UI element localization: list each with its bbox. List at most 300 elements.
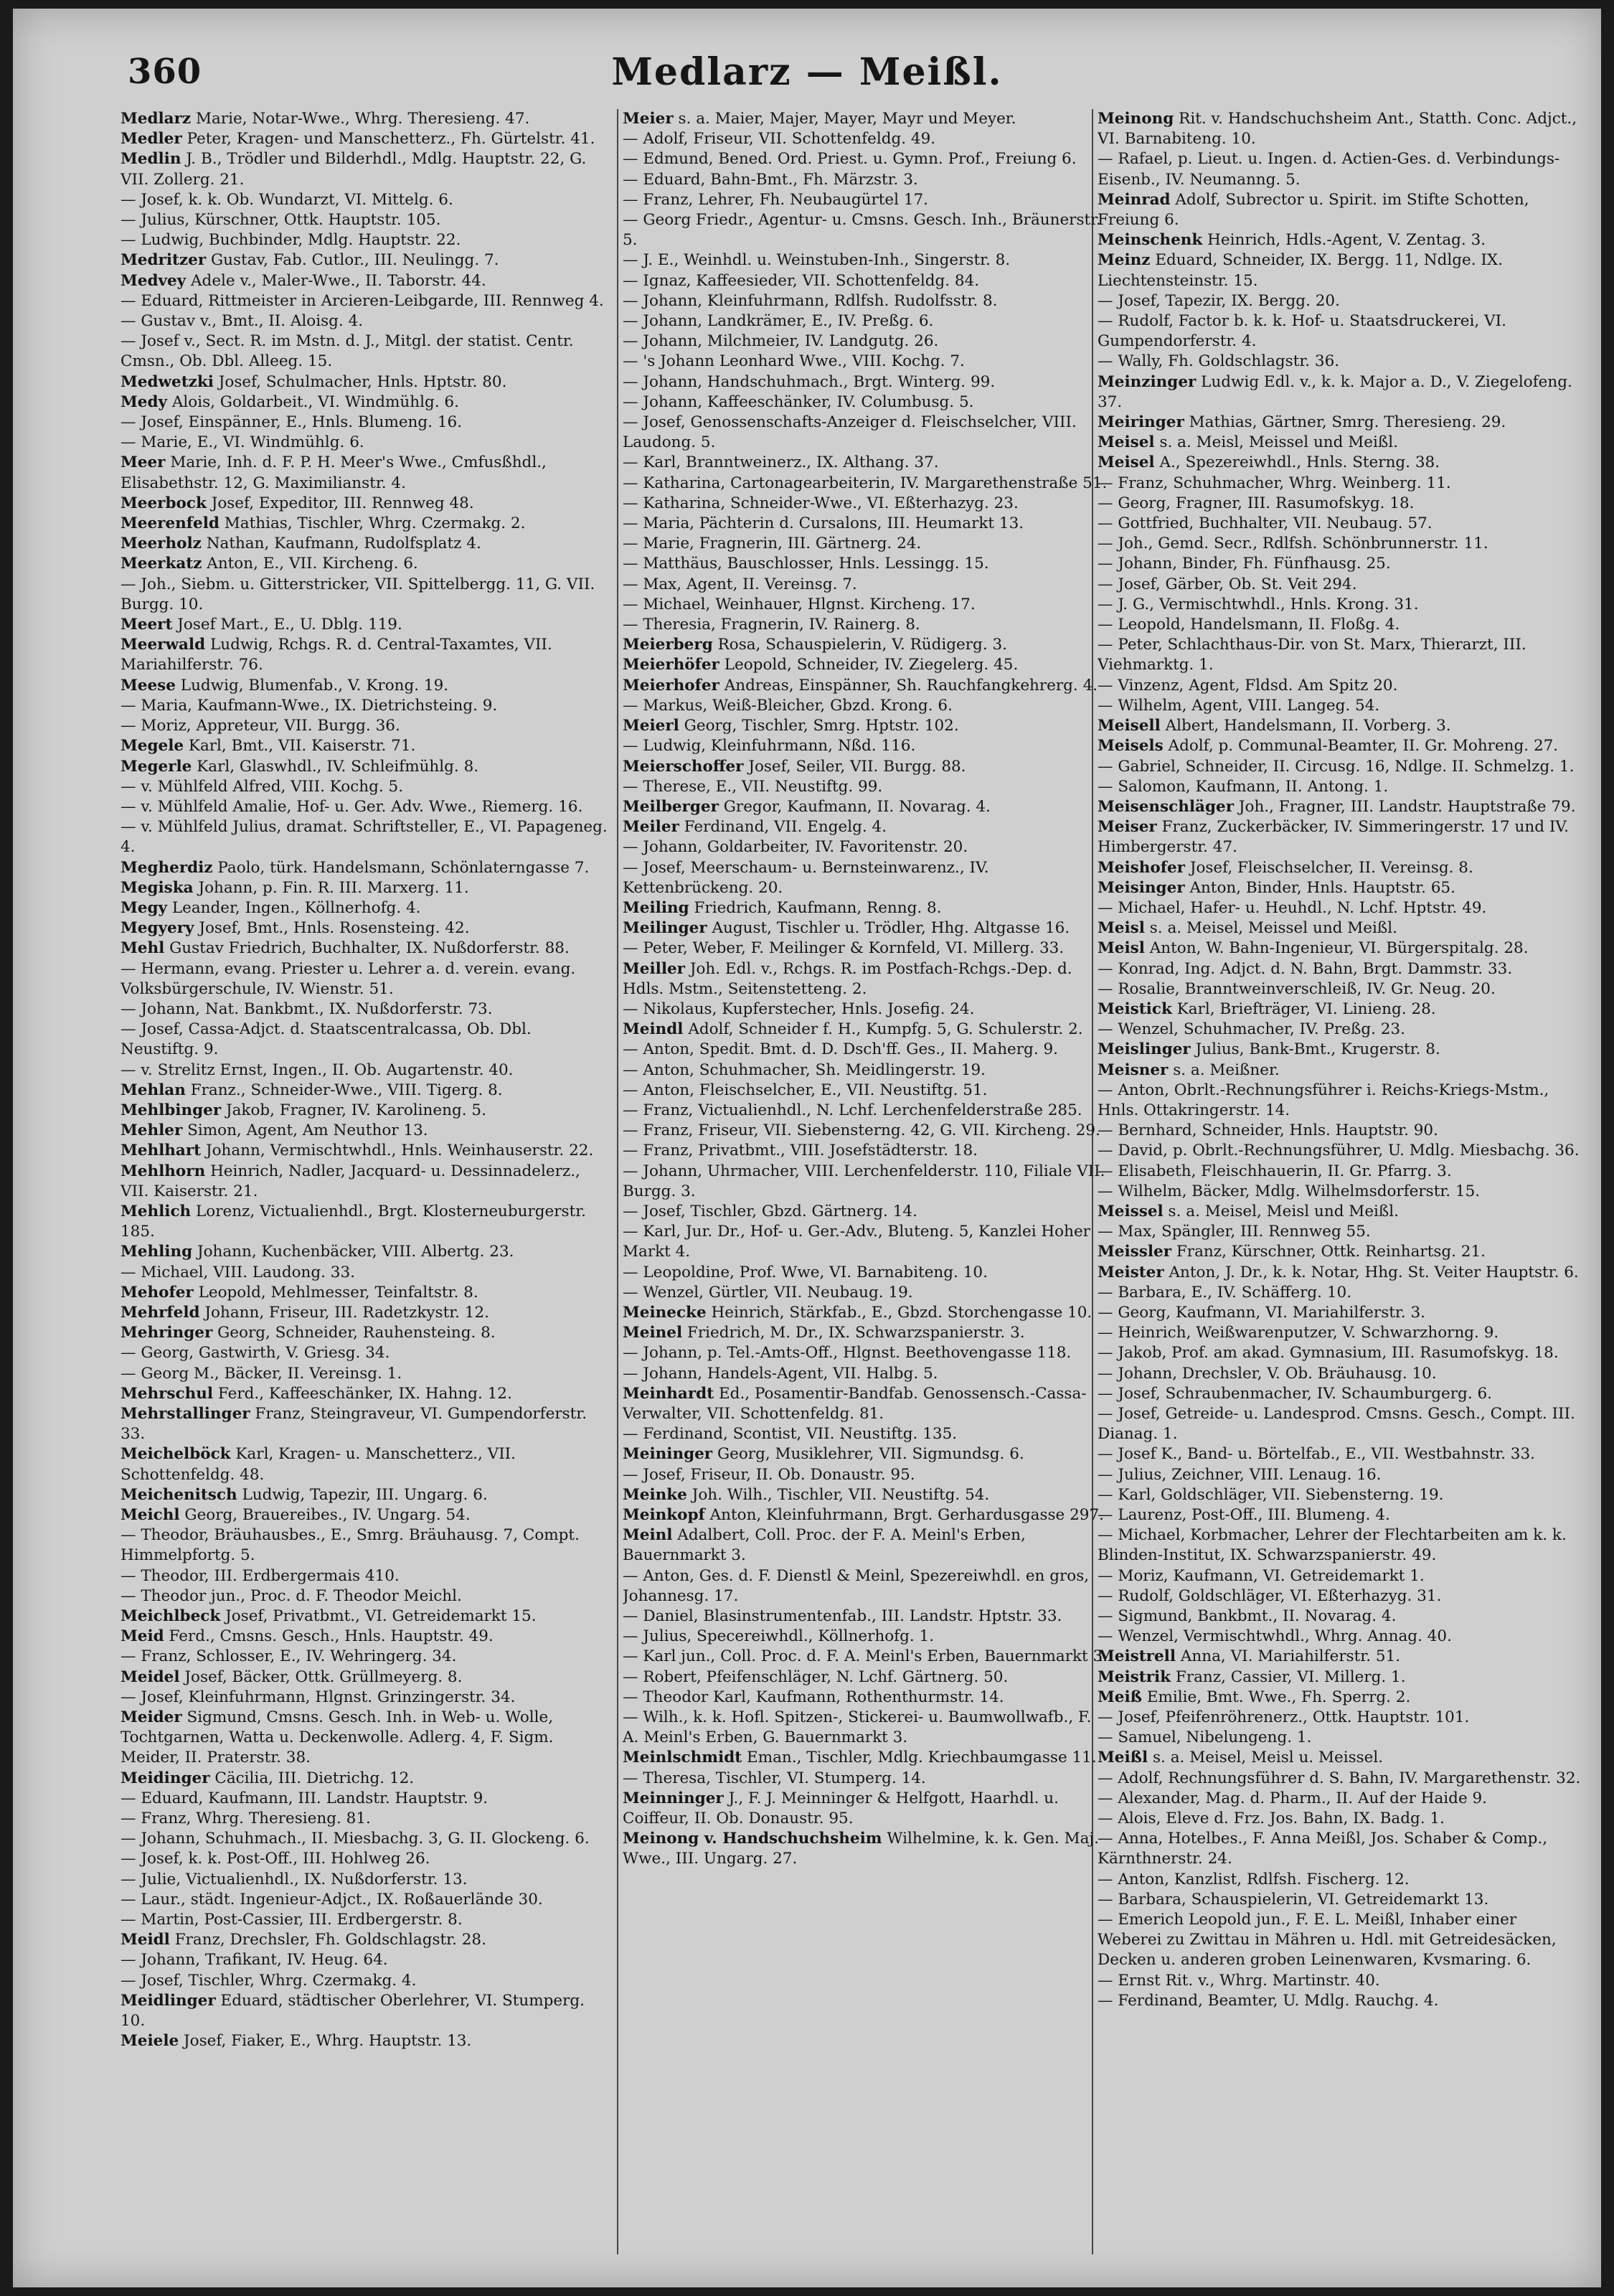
entry-text: — Georg Friedr., Agentur- u. Cmsns. Gesch. Inh., Bräunerstr. 5. (623, 211, 1101, 250)
entry-text: Gustav, Fab. Cutlor., III. Neulingg. 7. (211, 251, 499, 270)
entry-surname: Medwetzki (121, 372, 214, 391)
directory-entry (121, 817, 608, 857)
entry-text: — Ludwig, Kleinfuhrmann, Nßd. 116. (623, 737, 916, 756)
entry-text: — v. Mühlfeld Julius, dramat. Schriftsteller, E., VI. Papageneg. 4. (121, 818, 608, 857)
entry-text: Franz, Cassier, VI. Millerg. 1. (1175, 1667, 1406, 1686)
directory-entry (623, 1384, 1110, 1424)
entry-text: — Georg, Gastwirth, V. Griesg. 34. (121, 1344, 390, 1363)
entry-text: Adolf, Schneider f. H., Kumpfg. 5, G. Schulerstr. 2. (688, 1020, 1083, 1039)
directory-entry (623, 250, 1110, 270)
entry-surname: Meierberg (623, 636, 713, 654)
directory-entry (1098, 190, 1585, 230)
entry-text: — Eduard, Rittmeister in Arcieren-Leibgarde, III. Rennweg 4. (121, 291, 604, 310)
entry-text: — Johann, Drechsler, V. Ob. Bräuhausg. 10. (1098, 1364, 1437, 1383)
directory-entry (121, 635, 608, 675)
entry-surname: Mehlan (121, 1081, 186, 1099)
entry-text: — Franz, Friseur, VII. Siebensterng. 42, G. VII. Kircheng. 29. (623, 1121, 1100, 1140)
entry-surname: Medlin (121, 150, 181, 169)
directory-entry (1098, 1141, 1585, 1161)
directory-entry (121, 1870, 608, 1890)
directory-entry (623, 1323, 1110, 1343)
entry-text: — Michael, VIII. Laudong. 33. (121, 1263, 355, 1281)
entry-surname: Meerbock (121, 494, 207, 512)
directory-entry (623, 1364, 1110, 1384)
directory-entry (623, 999, 1110, 1020)
entry-text: — Peter, Schlachthaus-Dir. von St. Marx, Thierarzt, III. Viehmarktg. 1. (1098, 636, 1526, 674)
entry-text: — Josef, Friseur, II. Ob. Donaustr. 95. (623, 1465, 915, 1484)
entry-text: Gustav Friedrich, Buchhalter, IX. Nußdorferstr. 88. (169, 939, 570, 958)
directory-entry (1098, 595, 1585, 615)
entry-surname: Meislinger (1098, 1040, 1191, 1059)
entry-text: — Leopold, Handelsmann, II. Floßg. 4. (1098, 616, 1400, 634)
directory-entry (121, 1829, 608, 1849)
directory-entry (1098, 757, 1585, 777)
entry-text: Josef, Expeditor, III. Rennweg 48. (211, 494, 474, 512)
entry-surname: Megiska (121, 878, 194, 897)
entry-text: — Johann, Uhrmacher, VIII. Lerchenfelderstr. 110, Filiale VII. Burgg. 3. (623, 1162, 1105, 1200)
directory-entry (121, 898, 608, 918)
entry-text: — Johann, Trafikant, IV. Heug. 64. (121, 1951, 388, 1970)
directory-entry (1098, 433, 1585, 453)
directory-entry (1098, 1667, 1585, 1688)
directory-entry (623, 1688, 1110, 1708)
directory-entry (1098, 1020, 1585, 1040)
entry-surname: Meiling (623, 898, 689, 917)
entry-surname: Meishofer (1098, 858, 1185, 877)
entry-text: — Josef, k. k. Ob. Wundarzt, VI. Mittelg. 6. (121, 190, 453, 209)
directory-entry (121, 959, 608, 999)
directory-entry (623, 918, 1110, 938)
directory-entry (121, 1566, 608, 1586)
entry-text: — Ignaz, Kaffeesieder, VII. Schottenfeldg. 84. (623, 271, 980, 290)
directory-entry (121, 554, 608, 574)
directory-entry (1098, 938, 1585, 959)
entry-text: — Therese, E., VII. Neustiftg. 99. (623, 777, 883, 796)
directory-entry (1098, 1566, 1585, 1586)
entry-text: — Alexander, Mag. d. Pharm., II. Auf der Haide 9. (1098, 1789, 1488, 1807)
directory-entry (623, 1081, 1110, 1101)
entry-text: Karl, Bmt., VII. Kaiserstr. 71. (188, 737, 416, 756)
entry-text: Marie, Notar-Wwe., Whrg. Theresieng. 47. (196, 110, 530, 128)
directory-entry (121, 1485, 608, 1505)
entry-surname: Meistick (1098, 999, 1172, 1018)
directory-entry (623, 1667, 1110, 1688)
directory-entry (1098, 1343, 1585, 1363)
directory-entry (623, 595, 1110, 615)
directory-entry (121, 1384, 608, 1404)
entry-text: — Michael, Korbmacher, Lehrer der Flechtarbeiten am k. k. Blinden-Institut, IX. Schwarzspanierstr. 49. (1098, 1526, 1567, 1565)
directory-entry (1098, 372, 1585, 413)
entry-text: Ferdinand, VII. Engelg. 4. (684, 818, 887, 837)
entry-surname: Meerkatz (121, 555, 202, 573)
directory-entry (1098, 1404, 1585, 1444)
directory-entry (1098, 1040, 1585, 1060)
entry-text: — Josef, Gärber, Ob. St. Veit 294. (1098, 575, 1357, 593)
entry-text: — Franz, Schlosser, E., IV. Wehringerg. 34. (121, 1647, 457, 1666)
directory-entry (1098, 1182, 1585, 1202)
entry-surname: Meidl (121, 1931, 170, 1949)
directory-entry (623, 757, 1110, 777)
entry-text: — Robert, Pfeifenschläger, N. Lchf. Gärtnerg. 50. (623, 1667, 1009, 1686)
entry-surname: Meilberger (623, 797, 719, 816)
entry-text: Karl, Glaswhdl., IV. Schleifmühlg. 8. (197, 757, 479, 776)
entry-text: — Emerich Leopold jun., F. E. L. Meißl, Inhaber einer Weberei zu Zwittau in Mähren u. Hdl. mit Getreidesäcken, Decken u. anderen groben Leinenwaren, Kvsmaring. 6. (1098, 1911, 1557, 1970)
entry-text: Franz, Drechsler, Fh. Goldschlagstr. 28. (174, 1931, 486, 1949)
entry-text: — Julie, Victualienhdl., IX. Nußdorferstr. 13. (121, 1870, 468, 1888)
entry-text: Lorenz, Victualienhdl., Brgt. Klosterneuburgerstr. 185. (121, 1202, 586, 1241)
entry-text: — Josef v., Sect. R. im Mstn. d. J., Mitgl. der statist. Centr. Cmsn., Ob. Dbl. Alleeg. 15. (121, 332, 574, 371)
entry-text: Anton, J. Dr., k. k. Notar, Hhg. St. Veiter Hauptstr. 6. (1169, 1263, 1579, 1281)
entry-text: — Nikolaus, Kupferstecher, Hnls. Josefig. 24. (623, 999, 975, 1018)
directory-entry (121, 938, 608, 959)
entry-text: Georg, Schneider, Rauhensteing. 8. (217, 1324, 496, 1342)
entry-text: Andreas, Einspänner, Sh. Rauchfangkehrerg. 4. (724, 676, 1098, 695)
entry-surname: Meier (623, 110, 674, 128)
entry-text: — Ferdinand, Scontist, VII. Neustiftg. 135. (623, 1425, 958, 1444)
directory-entry (623, 271, 1110, 291)
directory-entry (623, 1303, 1110, 1323)
directory-entry (1098, 1890, 1585, 1910)
directory-entry (623, 1627, 1110, 1647)
directory-entry (623, 1283, 1110, 1303)
entry-text: — Josef, Kleinfuhrmann, Hlgnst. Grinzingerstr. 34. (121, 1688, 516, 1706)
directory-entry (623, 615, 1110, 635)
entry-surname: Meider (121, 1708, 182, 1727)
directory-entry (623, 1020, 1110, 1040)
entry-text: — Johann, Schuhmach., II. Miesbachg. 3, G. II. Glockeng. 6. (121, 1830, 590, 1848)
entry-text: — Marie, Fragnerin, III. Gärtnerg. 24. (623, 535, 922, 553)
directory-entry (623, 1485, 1110, 1505)
entry-text: Johann, Vermischtwhdl., Hnls. Weinhauserstr. 22. (205, 1142, 594, 1160)
directory-entry (121, 250, 608, 270)
entry-text: — Karl, Branntweinerz., IX. Althang. 37. (623, 453, 939, 472)
directory-entry (121, 1667, 608, 1688)
entry-text: Josef, Fiaker, E., Whrg. Hauptstr. 13. (184, 2032, 472, 2051)
entry-text: Adalbert, Coll. Proc. der F. A. Meinl's Erben, Bauernmarkt 3. (623, 1526, 1026, 1565)
entry-text: A., Spezereiwhdl., Hnls. Sterng. 38. (1159, 453, 1440, 472)
directory-entry (121, 1971, 608, 1991)
entry-surname: Meißl (1098, 1749, 1148, 1767)
entry-text: — Wilhelm, Agent, VIII. Langeg. 54. (1098, 696, 1380, 715)
entry-text: Julius, Bank-Bmt., Krugerstr. 8. (1195, 1040, 1440, 1059)
directory-entry (121, 210, 608, 230)
entry-text: — Georg M., Bäcker, II. Vereinsg. 1. (121, 1364, 402, 1383)
entry-text: — Eduard, Bahn-Bmt., Fh. Märzstr. 3. (623, 170, 918, 189)
entry-surname: Meinkopf (623, 1506, 705, 1525)
entry-surname: Mehlhorn (121, 1162, 206, 1180)
entry-surname: Meistrell (1098, 1647, 1176, 1666)
column-2 (623, 109, 1110, 2262)
entry-text: — Vinzenz, Agent, Fldsd. Am Spitz 20. (1098, 676, 1398, 695)
directory-entry (121, 1020, 608, 1060)
directory-entry (623, 1465, 1110, 1485)
directory-entry (1098, 1586, 1585, 1606)
entry-text: Ludwig, Tapezir, III. Ungarg. 6. (242, 1485, 488, 1504)
entry-surname: Megele (121, 737, 184, 756)
directory-entry (121, 676, 608, 696)
entry-surname: Meinl (623, 1526, 673, 1545)
entry-text: — Gabriel, Schneider, II. Circusg. 16, Ndlge. II. Schmelzg. 1. (1098, 757, 1575, 776)
entry-text: Anton, Binder, Hnls. Hauptstr. 65. (1189, 878, 1455, 897)
entry-text: Ludwig, Blumenfab., V. Krong. 19. (180, 676, 449, 695)
entry-text: — Julius, Zeichner, VIII. Lenaug. 16. (1098, 1465, 1382, 1484)
entry-surname: Meilinger (623, 919, 707, 938)
directory-entry (1098, 1971, 1585, 1991)
entry-text: Mathias, Gärtner, Smrg. Theresieng. 29. (1189, 413, 1506, 432)
directory-entry (1098, 1789, 1585, 1809)
directory-entry (121, 1688, 608, 1708)
entry-surname: Meichelböck (121, 1445, 231, 1464)
directory-entry (623, 1424, 1110, 1444)
directory-entry (1098, 1444, 1585, 1464)
directory-entry (121, 1627, 608, 1647)
directory-entry (623, 777, 1110, 797)
directory-entry (1098, 959, 1585, 979)
entry-text: J., F. J. Meinninger & Helfgott, Haarhdl. u. Coiffeur, II. Ob. Donaustr. 95. (623, 1789, 1059, 1828)
entry-text: Friedrich, Kaufmann, Renng. 8. (694, 898, 942, 917)
directory-entry (1098, 817, 1585, 857)
entry-text: — Anton, Fleischselcher, E., VII. Neustiftg. 51. (623, 1081, 988, 1099)
directory-entry (1098, 1910, 1585, 1971)
entry-text: — Josef, Meerschaum- u. Bernsteinwarenz., IV. Kettenbrückeng. 20. (623, 858, 989, 897)
directory-entry (121, 1769, 608, 1789)
entry-surname: Meierhöfer (623, 656, 719, 674)
entry-text: — Adolf, Rechnungsführer d. S. Bahn, IV. Margarethenstr. 32. (1098, 1769, 1581, 1787)
entry-text: — Ludwig, Buchbinder, Mdlg. Hauptstr. 22. (121, 231, 461, 250)
entry-surname: Meistrik (1098, 1667, 1171, 1686)
entry-text: Franz, Kürschner, Ottk. Reinhartsg. 21. (1176, 1243, 1486, 1261)
entry-surname: Meidel (121, 1667, 180, 1686)
entry-surname: Megerle (121, 757, 192, 776)
directory-entry (623, 635, 1110, 655)
entry-text: — Wally, Fh. Goldschlagstr. 36. (1098, 352, 1340, 371)
directory-entry (623, 129, 1110, 149)
entry-text: — Daniel, Blasinstrumentenfab., III. Landstr. Hptstr. 33. (623, 1607, 1062, 1626)
directory-entry (623, 1263, 1110, 1283)
directory-entry (1098, 1991, 1585, 2011)
entry-surname: Meister (1098, 1263, 1164, 1281)
entry-surname: Meisel (1098, 453, 1155, 472)
directory-entry (623, 1708, 1110, 1748)
entry-text: — Johann, Handschuhmach., Brgt. Winterg. 99. (623, 372, 996, 391)
directory-entry (623, 959, 1110, 999)
entry-surname: Meid (121, 1627, 164, 1646)
directory-entry (1098, 291, 1585, 311)
directory-entry (623, 474, 1110, 494)
entry-text: — Josef K., Band- u. Börtelfab., E., VII. Westbahnstr. 33. (1098, 1445, 1535, 1464)
directory-entry (121, 190, 608, 210)
column-rule (617, 109, 618, 2254)
entry-text: Franz, Zuckerbäcker, IV. Simmeringerstr. 17 und IV. Himbergerstr. 47. (1098, 818, 1569, 857)
directory-entry (623, 655, 1110, 675)
entry-text: Rosa, Schauspielerin, V. Rüdigerg. 3. (717, 636, 1007, 654)
entry-text: s. a. Maier, Majer, Mayer, Mayr und Meyer. (678, 110, 1016, 128)
entry-text: Georg, Tischler, Smrg. Hptstr. 102. (684, 717, 959, 735)
directory-entry (1098, 109, 1585, 149)
entry-surname: Meinel (623, 1324, 683, 1342)
entry-text: — Edmund, Bened. Ord. Priest. u. Gymn. Prof., Freiung 6. (623, 150, 1077, 169)
directory-entry (1098, 1525, 1585, 1566)
entry-text: — Georg, Fragner, III. Rasumofskyg. 18. (1098, 494, 1415, 512)
entry-text: — Johann, Handels-Agent, VII. Halbg. 5. (623, 1364, 938, 1383)
entry-text: Josef, Schulmacher, Hnls. Hptstr. 80. (218, 372, 507, 391)
entry-surname: Meisl (1098, 919, 1145, 938)
entry-text: — Ernst Rit. v., Whrg. Martinstr. 40. (1098, 1971, 1380, 1990)
directory-entry (623, 1606, 1110, 1627)
directory-entry (1098, 878, 1585, 898)
entry-text: — Julius, Specereiwhdl., Köllnerhofg. 1. (623, 1627, 935, 1646)
entry-text: — Bernhard, Schneider, Hnls. Hauptstr. 90. (1098, 1121, 1438, 1140)
entry-text: s. a. Meisel, Meissel und Meißl. (1149, 919, 1397, 938)
entry-text: — Wenzel, Gürtler, VII. Neubaug. 19. (623, 1283, 913, 1302)
entry-text: — Theresa, Tischler, VI. Stumperg. 14. (623, 1769, 926, 1787)
entry-text: Joh. Wilh., Tischler, VII. Neustiftg. 54. (692, 1485, 990, 1504)
entry-text: — Josef, Schraubenmacher, IV. Schaumburgerg. 6. (1098, 1384, 1493, 1403)
entry-text: — Marie, E., VI. Windmühlg. 6. (121, 433, 364, 452)
entry-surname: Meininger (623, 1445, 713, 1464)
entry-text: Eduard, Schneider, IX. Bergg. 11, Ndlge. IX. Liechtensteinstr. 15. (1098, 251, 1504, 290)
page-number: 360 (128, 52, 202, 92)
directory-entry (121, 918, 608, 938)
directory-entry (121, 1404, 608, 1444)
directory-entry (121, 1101, 608, 1121)
entry-surname: Megy (121, 898, 168, 917)
directory-entry (121, 129, 608, 149)
directory-entry (623, 1162, 1110, 1202)
entry-surname: Meidlinger (121, 1991, 216, 2010)
directory-entry (1098, 1505, 1585, 1525)
entry-text: Joh., Fragner, III. Landstr. Hauptstraße 79. (1238, 797, 1576, 816)
entry-surname: Meisell (1098, 717, 1161, 735)
directory-entry (1098, 1647, 1585, 1667)
entry-surname: Meinecke (623, 1303, 707, 1322)
directory-entry (623, 534, 1110, 554)
directory-entry (623, 514, 1110, 534)
directory-entry (121, 1586, 608, 1606)
directory-entry (1098, 514, 1585, 534)
entry-text: Alois, Goldarbeit., VI. Windmühlg. 6. (171, 392, 459, 411)
entry-text: Gregor, Kaufmann, II. Novarag. 4. (723, 797, 991, 816)
directory-entry (623, 1121, 1110, 1141)
entry-surname: Meinke (623, 1485, 687, 1504)
directory-entry (121, 1525, 608, 1566)
directory-entry (1098, 1263, 1585, 1283)
entry-surname: Mehofer (121, 1283, 194, 1302)
entry-text: — Jakob, Prof. am akad. Gymnasium, III. Rasumofskyg. 18. (1098, 1344, 1559, 1363)
directory-entry (1098, 149, 1585, 189)
directory-entry (623, 372, 1110, 392)
entry-text: — Wenzel, Schuhmacher, IV. Preßg. 23. (1098, 1020, 1405, 1039)
entry-text: Leander, Ingen., Köllnerhofg. 4. (171, 898, 421, 917)
entry-surname: Meisel (1098, 433, 1155, 452)
entry-surname: Meert (121, 616, 173, 634)
directory-entry (1098, 979, 1585, 999)
entry-text: — Wilh., k. k. Hofl. Spitzen-, Stickerei- u. Baumwollwafb., F. A. Meinl's Erben, G. Bauernmarkt 3. (623, 1708, 1092, 1747)
entry-text: — Johann, Kleinfuhrmann, Rdlfsh. Rudolfsstr. 8. (623, 291, 998, 310)
directory-entry (1098, 1081, 1585, 1121)
directory-entry (623, 331, 1110, 352)
entry-text: — Alois, Eleve d. Frz. Jos. Bahn, IX. Badg. 1. (1098, 1810, 1445, 1828)
entry-text: Anna, VI. Mariahilferstr. 51. (1180, 1647, 1401, 1666)
entry-text: Nathan, Kaufmann, Rudolfsplatz 4. (206, 535, 481, 553)
entry-surname: Meinninger (623, 1789, 724, 1807)
directory-entry (121, 1505, 608, 1525)
entry-text: — Karl, Goldschläger, VII. Siebensterng. 19. (1098, 1485, 1444, 1504)
entry-text: — 's Johann Leonhard Wwe., VIII. Kochg. 7. (623, 352, 965, 371)
entry-text: Johann, p. Fin. R. III. Marxerg. 11. (198, 878, 469, 897)
entry-text: — J. E., Weinhdl. u. Weinstuben-Inh., Singerstr. 8. (623, 251, 1011, 270)
directory-entry (1098, 918, 1585, 938)
directory-entry (623, 1222, 1110, 1262)
entry-text: — Markus, Weiß-Bleicher, Gbzd. Krong. 6. (623, 696, 953, 715)
directory-entry (623, 575, 1110, 595)
entry-text: — Karl jun., Coll. Proc. d. F. A. Meinl's Erben, Bauernmarkt 3. (623, 1647, 1108, 1666)
entry-text: Leopold, Schneider, IV. Ziegelerg. 45. (724, 656, 1019, 674)
directory-entry (623, 1343, 1110, 1363)
directory-entry (1098, 474, 1585, 494)
entry-surname: Meinzinger (1098, 372, 1197, 391)
directory-entry (623, 413, 1110, 453)
directory-entry (121, 453, 608, 493)
directory-entry (121, 1283, 608, 1303)
entry-text: — Theodor, III. Erdbergermais 410. (121, 1566, 400, 1585)
entry-text: Josef, Fleischselcher, II. Vereinsg. 8. (1189, 858, 1473, 877)
entry-surname: Meierhofer (623, 676, 719, 695)
directory-entry (1098, 1809, 1585, 1829)
entry-surname: Medy (121, 392, 168, 411)
entry-surname: Meinlschmidt (623, 1749, 742, 1767)
entry-text: — Katharina, Cartonagearbeiterin, IV. Margarethenstraße 51. (623, 474, 1108, 492)
column-3 (1098, 109, 1585, 2262)
entry-text: — Johann, Kaffeeschänker, IV. Columbusg. 5. (623, 392, 974, 411)
entry-text: — Franz, Schuhmacher, Whrg. Weinberg. 11. (1098, 474, 1451, 492)
directory-entry (1098, 575, 1585, 595)
directory-entry (623, 453, 1110, 473)
directory-entry (1098, 1748, 1585, 1768)
entry-text: Simon, Agent, Am Neuthor 13. (187, 1121, 428, 1140)
entry-surname: Meiß (1098, 1688, 1142, 1706)
entry-text: Heinrich, Stärkfab., E., Gbzd. Storchengasse 10. (711, 1303, 1092, 1322)
entry-surname: Megherdiz (121, 858, 213, 877)
directory-entry (121, 1910, 608, 1930)
entry-text: — Konrad, Ing. Adjct. d. N. Bahn, Brgt. Dammstr. 33. (1098, 959, 1513, 978)
entry-text: Josef, Privatbmt., VI. Getreidemarkt 15. (225, 1607, 537, 1626)
entry-text: Josef, Seiler, VII. Burgg. 88. (748, 757, 966, 776)
entry-text: — Theodor jun., Proc. d. F. Theodor Meichl. (121, 1586, 462, 1605)
directory-entry (1098, 1728, 1585, 1748)
directory-entry (623, 1769, 1110, 1789)
entry-text: Heinrich, Nadler, Jacquard- u. Dessinnadelerz., VII. Kaiserstr. 21. (121, 1162, 580, 1200)
entry-surname: Meinz (1098, 251, 1151, 270)
directory-entry (1098, 777, 1585, 797)
directory-entry (1098, 413, 1585, 433)
entry-text: Johann, Kuchenbäcker, VIII. Albertg. 23. (197, 1243, 514, 1261)
directory-entry (623, 352, 1110, 372)
entry-text: Georg, Brauereibes., IV. Ungarg. 54. (184, 1506, 471, 1525)
directory-entry (121, 1930, 608, 1950)
entry-text: Adolf, p. Communal-Beamter, II. Gr. Mohreng. 27. (1168, 737, 1559, 756)
entry-text: Josef Mart., E., U. Dblg. 119. (177, 616, 402, 634)
entry-text: — J. G., Vermischtwhdl., Hnls. Krong. 31. (1098, 595, 1419, 613)
entry-surname: Meese (121, 676, 176, 695)
entry-text: — Laur., städt. Ingenieur-Adjct., IX. Roßauerlände 30. (121, 1890, 543, 1909)
entry-text: — Max, Spängler, III. Rennweg 55. (1098, 1223, 1371, 1241)
entry-text: — v. Mühlfeld Amalie, Hof- u. Ger. Adv. Wwe., Riemerg. 16. (121, 797, 583, 816)
entry-surname: Meisl (1098, 939, 1145, 958)
entry-text: Franz, Steingraveur, VI. Gumpendorferstr. 33. (121, 1405, 587, 1444)
entry-surname: Medler (121, 130, 182, 149)
entry-text: — Gustav v., Bmt., II. Aloisg. 4. (121, 312, 364, 331)
